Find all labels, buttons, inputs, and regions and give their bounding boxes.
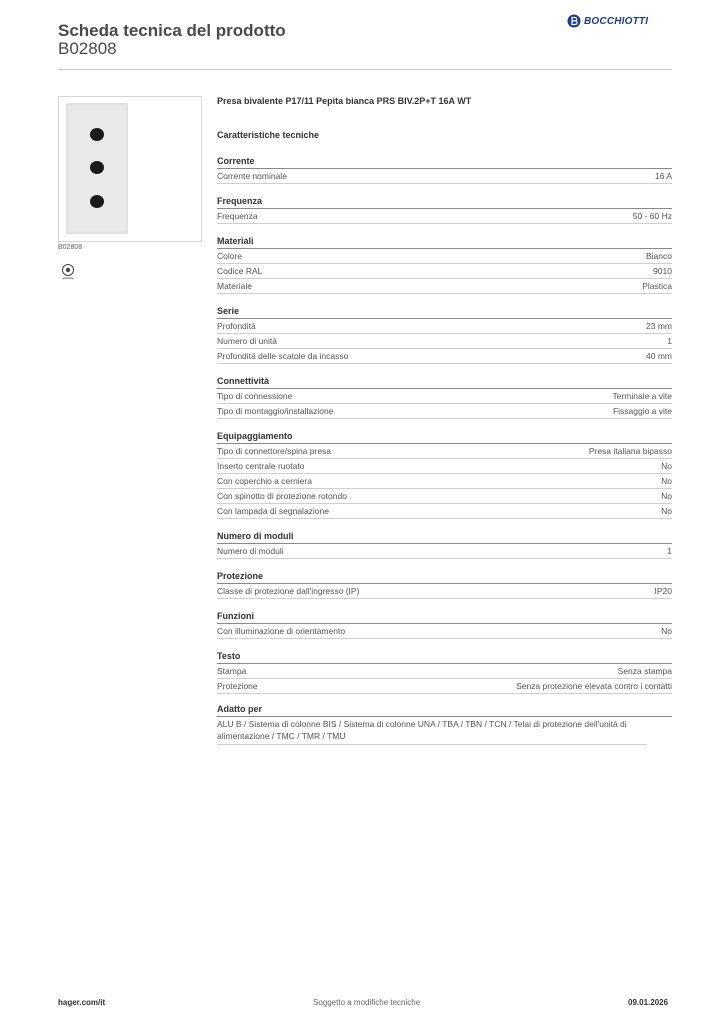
spec-label: Frequenza [217, 211, 258, 221]
spec-value: No [661, 476, 672, 486]
spec-group-title: Protezione [217, 569, 672, 584]
spec-row [217, 349, 672, 364]
socket-hole-bottom [90, 195, 104, 208]
footer-website: hager.com/it [58, 998, 106, 1007]
spec-value: 50 - 60 Hz [632, 211, 672, 221]
group-spacer [217, 364, 672, 374]
spec-label: Con spinotto di protezione rotondo [217, 491, 347, 501]
spec-group-title: Funzioni [217, 609, 672, 624]
spec-label: Profondità [217, 321, 256, 331]
brand-logo-text: BOCCHIOTTI [584, 15, 649, 27]
spec-label: Con lampada di segnalazione [217, 506, 329, 516]
group-spacer [217, 224, 672, 234]
spec-value: Bianco [646, 251, 672, 261]
spec-label: Corrente nominale [217, 171, 287, 181]
socket-hole-top [90, 128, 104, 141]
spec-row [217, 319, 672, 334]
spec-value: Plastica [642, 281, 672, 291]
section-title: Caratteristiche tecniche [217, 130, 320, 140]
socket-hole-middle [90, 161, 104, 174]
spec-value: Presa italiana bipasso [588, 446, 672, 456]
spec-row [217, 584, 672, 599]
spec-value: Terminale a vite [612, 391, 672, 401]
certification-mark-icon [60, 263, 76, 281]
spec-value: Fissaggio a vite [612, 406, 672, 416]
spec-table [217, 154, 672, 694]
spec-value: 23 mm [646, 321, 672, 331]
spec-row [217, 249, 672, 264]
brand-logo-icon [567, 14, 581, 28]
spec-label: Con coperchio a cerniera [217, 476, 312, 486]
spec-row [217, 444, 672, 459]
product-code: B02808 [58, 39, 117, 58]
group-spacer [217, 184, 672, 194]
socket-plate [66, 103, 128, 234]
spec-group-title: Numero di moduli [217, 529, 672, 544]
spec-row [217, 279, 672, 294]
suitable-for-text: ALU B / Sistema di colonne BIS / Sistema di colonne UNA / TBA / TBN / TCN / Telai di protezione dell'unità di alimentazione / TMC / TMR / TMU [217, 717, 647, 745]
footer-date: 09.01.2026 [628, 998, 669, 1007]
spec-row [217, 504, 672, 519]
spec-row [217, 209, 672, 224]
image-caption: B02808 [58, 244, 83, 251]
product-image [58, 96, 202, 242]
spec-value: 1 [667, 546, 672, 556]
spec-row [217, 459, 672, 474]
product-name: Presa bivalente P17/11 Pepita bianca PRS BIV.2P+T 16A WT [217, 96, 472, 106]
spec-label: Tipo di connettore/spina presa [217, 446, 332, 456]
header-divider [58, 69, 672, 70]
group-spacer [217, 639, 672, 649]
spec-row [217, 404, 672, 419]
spec-label: Profondità delle scatole da incasso [217, 351, 349, 361]
spec-value: No [661, 506, 672, 516]
spec-label: Inserto centrale ruotato [217, 461, 305, 471]
spec-row [217, 389, 672, 404]
spec-row [217, 489, 672, 504]
spec-label: Tipo di montaggio/installazione [217, 406, 334, 416]
spec-value: Senza stampa [617, 666, 672, 676]
spec-label: Numero di moduli [217, 546, 284, 556]
spec-row [217, 664, 672, 679]
spec-value: No [661, 461, 672, 471]
spec-group-title: Frequenza [217, 194, 672, 209]
spec-group-title: Connettività [217, 374, 672, 389]
spec-group-title: Testo [217, 649, 672, 664]
group-spacer [217, 599, 672, 609]
spec-group-title: Equipaggiamento [217, 429, 672, 444]
spec-label: Colore [217, 251, 243, 261]
suitable-for-title: Adatto per [217, 702, 672, 717]
spec-row [217, 679, 672, 694]
spec-label: Materiale [217, 281, 252, 291]
group-spacer [217, 559, 672, 569]
spec-value: No [661, 626, 672, 636]
spec-value: No [661, 491, 672, 501]
spec-value: 9010 [653, 266, 672, 276]
spec-value: Senza protezione elevata contro i contatti [516, 681, 672, 691]
spec-value: IP20 [654, 586, 672, 596]
page-title: Scheda tecnica del prodotto [58, 21, 286, 40]
spec-label: Con illuminazione di orientamento [217, 626, 346, 636]
spec-group-title: Serie [217, 304, 672, 319]
spec-row [217, 624, 672, 639]
group-spacer [217, 294, 672, 304]
spec-label: Codice RAL [217, 266, 263, 276]
spec-row [217, 544, 672, 559]
spec-value: 1 [667, 336, 672, 346]
spec-group-title: Corrente [217, 154, 672, 169]
spec-label: Numero di unità [217, 336, 278, 346]
spec-row [217, 264, 672, 279]
suitable-for-section [217, 702, 672, 745]
spec-row [217, 474, 672, 489]
spec-group-title: Materiali [217, 234, 672, 249]
spec-value: 16 A [654, 171, 672, 181]
spec-row [217, 334, 672, 349]
group-spacer [217, 419, 672, 429]
footer-note: Soggetto a modifiche tecniche [313, 998, 421, 1007]
spec-value: 40 mm [646, 351, 672, 361]
spec-label: Protezione [217, 681, 258, 691]
spec-label: Tipo di connessione [217, 391, 293, 401]
spec-label: Classe di protezione dall'ingresso (IP) [217, 586, 360, 596]
brand-logo [567, 14, 648, 28]
spec-row [217, 169, 672, 184]
spec-label: Stampa [217, 666, 247, 676]
group-spacer [217, 519, 672, 529]
